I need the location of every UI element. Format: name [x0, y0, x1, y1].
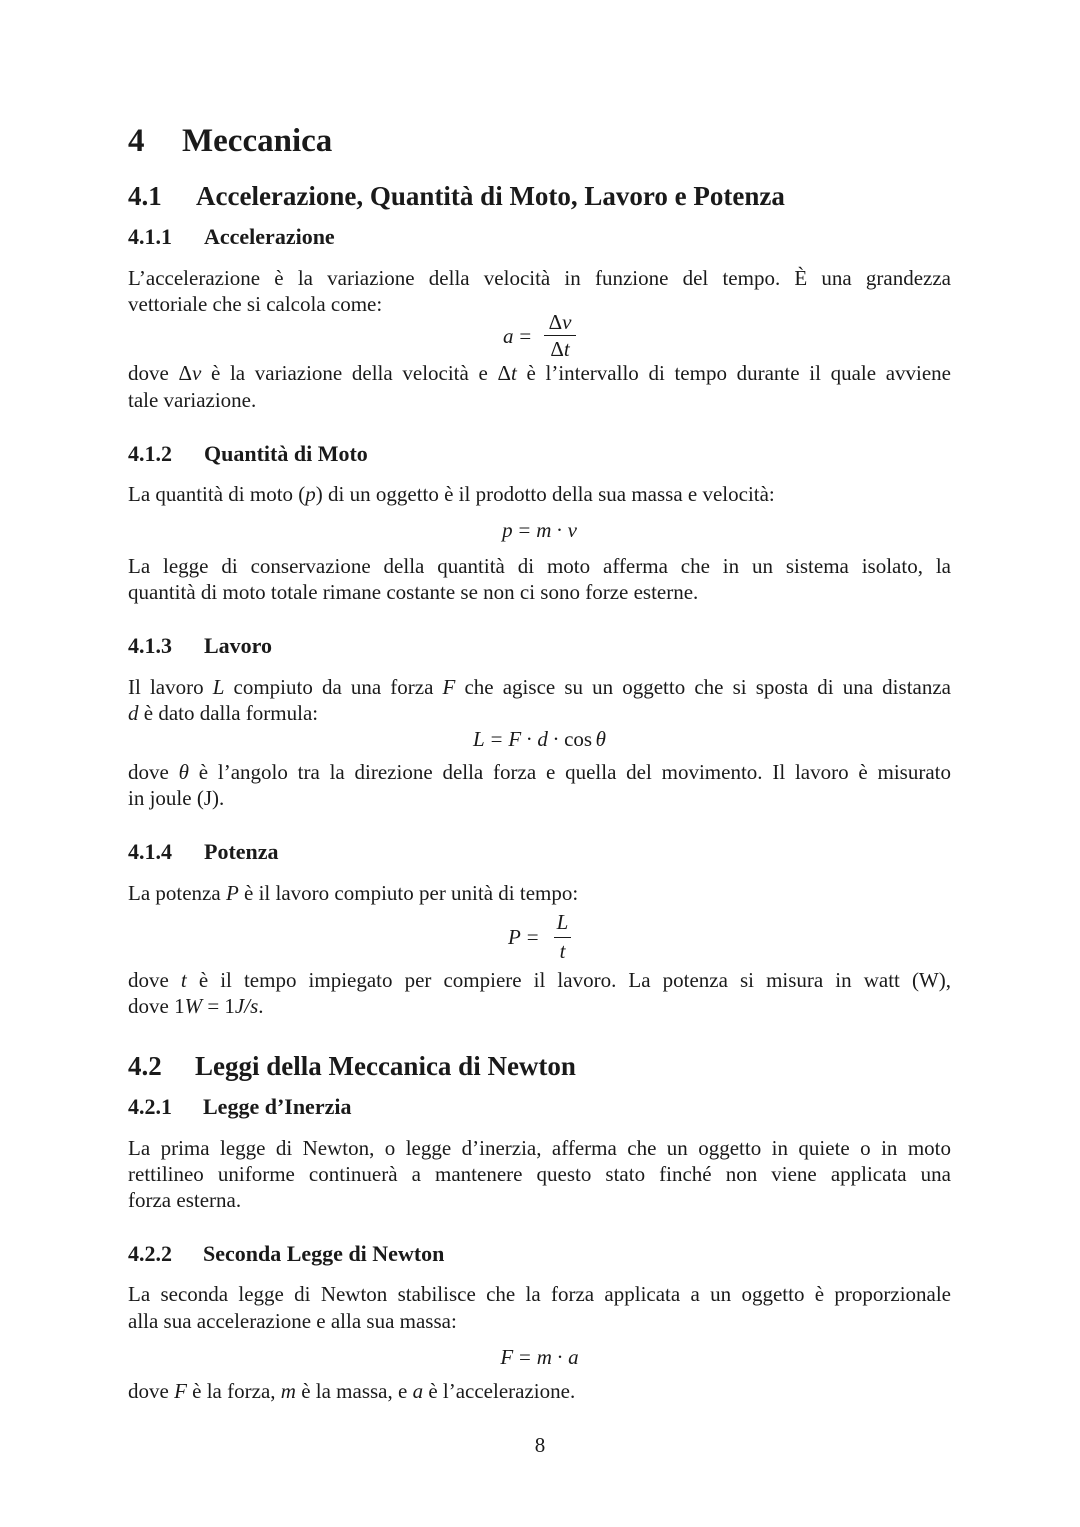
text-run: dove [128, 760, 179, 784]
subsection-title: Lavoro [204, 633, 273, 658]
text-run: . [258, 994, 264, 1018]
text-run: è il lavoro compiuto per unità di tempo: [238, 881, 579, 905]
math-variable: a [503, 324, 514, 348]
math-variable: p [305, 482, 316, 506]
text-run: è l’intervallo di tempo durante il quale avviene [516, 361, 951, 385]
section-title: Accelerazione, Quantità di Moto, Lavoro e Potenza [196, 181, 785, 211]
fraction-numerator [542, 309, 578, 335]
math-variable: t [559, 939, 566, 963]
math-variable: t [180, 968, 187, 992]
paragraph-line: quantità di moto totale rimane costante se non ci sono forze esterne. [128, 580, 699, 604]
equation [128, 726, 951, 752]
paragraph-line: L’accelerazione è la variazione della velocità in funzione del tempo. È una grandezza [128, 266, 951, 290]
math-operator: = [518, 518, 531, 542]
text-run: = 1 [202, 994, 235, 1018]
chapter-number: 4 [128, 123, 145, 159]
text-run: è l’angolo tra la direzione della forza e quella del movimento. Il lavoro è misurato [188, 760, 951, 784]
subsection-number: 4.2.2 [128, 1241, 172, 1266]
fraction-denominator [552, 938, 573, 964]
subsection-number: 4.1.1 [128, 224, 172, 249]
text-run: dove [128, 968, 181, 992]
subsection-title: Potenza [204, 839, 279, 864]
text-run: è il tempo impiegato per compiere il lavoro. La potenza si misura in watt (W), [186, 968, 951, 992]
math-variable: a [412, 1379, 424, 1403]
subsection-number: 4.1.2 [128, 441, 172, 466]
subsection-title: Quantità di Moto [204, 441, 368, 466]
text-run: dove [128, 1379, 175, 1403]
paragraph-line [128, 481, 951, 507]
math-variable: t [563, 337, 570, 361]
subsection-number: 4.1.4 [128, 839, 172, 864]
math-variable: v [192, 361, 202, 385]
text-run: dove 1 [128, 994, 185, 1018]
text-run: è la massa, e [295, 1379, 413, 1403]
chapter-title: Meccanica [182, 123, 333, 159]
text-run: ) di un oggetto è il prodotto della sua massa e velocità: [315, 482, 775, 506]
paragraph-line: forza esterna. [128, 1188, 242, 1212]
math-variable: F [174, 1379, 187, 1403]
math-operator: = [490, 727, 503, 751]
math-symbol: Δ [548, 310, 563, 334]
text-run: è l’accelerazione. [423, 1379, 576, 1403]
math-variable: p [502, 518, 513, 542]
equation-lhs [508, 924, 544, 950]
math-operator: · [552, 727, 560, 751]
equation [128, 517, 951, 543]
math-variable: m [536, 1345, 552, 1369]
math-variable: θ [595, 727, 606, 751]
paragraph-line [128, 759, 951, 785]
subsection-number: 4.2.1 [128, 1094, 172, 1119]
paragraph-line: La prima legge di Newton, o legge d’inerzia, afferma che un oggetto in quiete o in moto [128, 1136, 951, 1160]
math-variable: t [511, 361, 517, 385]
math-operator: · [525, 727, 533, 751]
fraction-denominator [542, 336, 578, 362]
math-variable: F [508, 727, 522, 751]
paragraph-line [128, 674, 951, 700]
math-variable: L [212, 675, 225, 699]
text-run: compiuto da una forza [224, 675, 443, 699]
math-symbol: Δ [550, 337, 564, 361]
paragraph-line [128, 785, 951, 811]
math-variable: v [567, 518, 577, 542]
math-variable: a [568, 1345, 579, 1369]
section-number: 4.1 [128, 181, 162, 211]
text-run: Il lavoro [128, 675, 213, 699]
subsection-title: Legge d’Inerzia [203, 1094, 352, 1119]
math-variable: F [442, 675, 456, 699]
text-run: La quantità di moto ( [128, 482, 306, 506]
paragraph-line: rettilineo uniforme continuerà a mantenere questo stato finché non viene applicata una [128, 1162, 951, 1186]
paragraph-line: vettoriale che si calcola come: [128, 292, 383, 316]
section-title: Leggi della Meccanica di Newton [195, 1051, 576, 1081]
text-run: in joule (J). [128, 786, 225, 810]
math-variable: v [562, 310, 572, 334]
math-operator: · [556, 1345, 564, 1369]
equation-lhs [503, 323, 537, 349]
math-variable: m [536, 518, 552, 542]
text-run: tale variazione. [128, 388, 257, 412]
subsection-title: Accelerazione [204, 224, 335, 249]
paragraph-line [128, 700, 951, 726]
math-variable: J/s [234, 994, 259, 1018]
math-variable: L [556, 910, 569, 934]
paragraph-line: La legge di conservazione della quantità di moto afferma che in un sistema isolato, la [128, 554, 951, 578]
subsection-number: 4.1.3 [128, 633, 172, 658]
fraction-numerator [552, 909, 573, 935]
text-run: è dato dalla formula: [138, 701, 319, 725]
math-variable: P [225, 881, 239, 905]
math-variable: P [508, 925, 521, 949]
text-run: dove Δ [128, 361, 192, 385]
paragraph-line [128, 967, 951, 993]
paragraph-line [128, 1378, 951, 1404]
page-number: 8 [534, 1433, 546, 1457]
math-variable: d [537, 727, 548, 751]
math-variable: F [500, 1345, 514, 1369]
section-number: 4.2 [128, 1051, 162, 1081]
math-operator: = [526, 925, 539, 949]
text-run: è la variazione della velocità e Δ [201, 361, 511, 385]
paragraph-line [128, 387, 951, 413]
paragraph-line [128, 880, 951, 906]
text-run: La potenza [128, 881, 226, 905]
math-variable: L [473, 727, 485, 751]
math-variable: θ [178, 760, 189, 784]
paragraph-line [128, 360, 951, 386]
subsection-title: Seconda Legge di Newton [203, 1241, 445, 1266]
math-variable: W [184, 994, 203, 1018]
math-operator: = [519, 324, 532, 348]
paragraph-line: alla sua accelerazione e alla sua massa: [128, 1309, 457, 1333]
math-variable: m [280, 1379, 296, 1403]
math-variable: d [128, 701, 139, 725]
math-operator: = [519, 1345, 531, 1369]
paragraph-line [128, 993, 951, 1019]
math-function: cos [564, 727, 593, 751]
text-run: che agisce su un oggetto che si sposta di una distanza [455, 675, 951, 699]
paragraph-line: La seconda legge di Newton stabilisce che la forza applicata a un oggetto è proporzionale [128, 1282, 951, 1306]
equation [128, 1344, 951, 1370]
math-operator: · [555, 518, 563, 542]
text-run: è la forza, [186, 1379, 281, 1403]
